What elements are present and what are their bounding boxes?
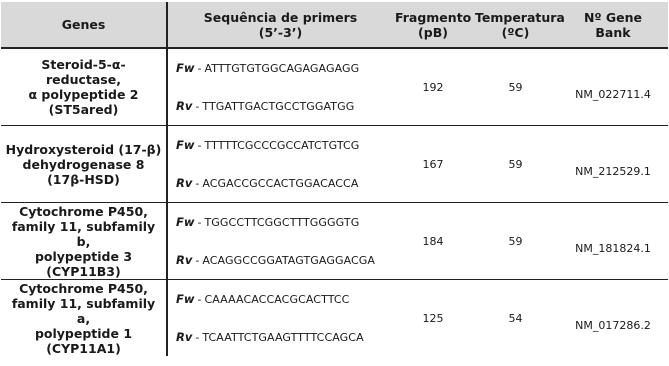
- reverse-primer: [176, 164, 393, 202]
- gene-name-line: (CYP11A1): [46, 340, 121, 356]
- forward-primer-sequence: CAAAACACCACGCACTTCC: [204, 292, 350, 306]
- reverse-primer: [176, 87, 393, 125]
- header-genebank: [558, 2, 668, 48]
- sequence-cell: [167, 48, 393, 126]
- forward-primer: [176, 49, 393, 87]
- gene-name-line: α polypeptide 2: [28, 87, 139, 102]
- fragment-value: 125: [422, 311, 444, 325]
- gene-name-line: (17β-HSD): [47, 171, 120, 187]
- reverse-primer-label: Rv: [176, 253, 193, 267]
- reverse-primer: [176, 241, 393, 279]
- gene-name-line: (ST5ared): [48, 102, 119, 117]
- genebank-cell: [558, 280, 668, 357]
- temperature-value: 59: [508, 234, 523, 248]
- fragment-cell: [393, 126, 473, 203]
- primer-separator: -: [195, 99, 200, 113]
- gene-name-line: dehydrogenase 8: [22, 156, 145, 172]
- forward-primer: [176, 203, 393, 241]
- temperature-cell: [473, 126, 558, 203]
- header-fragment-unit: (pB): [418, 24, 448, 40]
- header-sequence-sublabel: (5’-3’): [258, 24, 303, 40]
- table-row: [1, 48, 668, 126]
- genebank-accession: NM_212529.1: [575, 164, 651, 178]
- sequence-cell: [167, 280, 393, 357]
- forward-primer-label: Fw: [176, 215, 195, 229]
- fragment-value: 192: [422, 80, 444, 94]
- fragment-cell: [393, 48, 473, 126]
- genebank-accession: NM_181824.1: [575, 241, 651, 255]
- temperature-value: 59: [508, 80, 523, 94]
- header-fragment: [393, 2, 473, 48]
- gene-name-line: Hydroxysteroid (17-β): [5, 141, 162, 157]
- header-temperature-unit: (ºC): [501, 24, 530, 40]
- forward-primer-label: Fw: [176, 61, 195, 75]
- header-row: [1, 2, 668, 48]
- gene-cell: [1, 280, 167, 357]
- temperature-cell: [473, 48, 558, 126]
- primer-separator: -: [197, 61, 202, 75]
- gene-cell: [1, 48, 167, 126]
- temperature-cell: [473, 203, 558, 280]
- fragment-cell: [393, 203, 473, 280]
- primer-separator: -: [197, 215, 202, 229]
- genebank-cell: [558, 203, 668, 280]
- header-sequence-label: Sequência de primers: [203, 9, 358, 25]
- forward-primer: [176, 126, 393, 164]
- table-row: [1, 126, 668, 203]
- forward-primer-label: Fw: [176, 138, 195, 152]
- reverse-primer-label: Rv: [176, 176, 193, 190]
- reverse-primer-label: Rv: [176, 330, 193, 344]
- fragment-value: 184: [422, 234, 444, 248]
- temperature-cell: [473, 280, 558, 357]
- temperature-value: 54: [508, 311, 523, 325]
- header-genebank-label-2: Bank: [595, 24, 631, 40]
- gene-name-line: family 11, subfamily b,: [11, 218, 156, 249]
- reverse-primer-sequence: TCAATTCTGAAGTTTTCCAGCA: [202, 330, 364, 344]
- primer-separator: -: [195, 176, 200, 190]
- primer-separator: -: [195, 253, 200, 267]
- genebank-accession: NM_022711.4: [575, 87, 651, 101]
- gene-name-line: polypeptide 3: [34, 248, 133, 264]
- table-row: [1, 203, 668, 280]
- gene-name-line: Steroid-5-α-reductase,: [41, 57, 126, 87]
- gene-name-line: polypeptide 1: [34, 325, 133, 341]
- primer-separator: -: [197, 138, 202, 152]
- gene-name-line: Cytochrome P450,: [19, 203, 148, 219]
- gene-name-line: (CYP11B3): [46, 263, 121, 279]
- header-genes-label: Genes: [61, 17, 106, 32]
- fragment-value: 167: [422, 157, 444, 171]
- forward-primer: [176, 280, 393, 318]
- sequence-cell: [167, 203, 393, 280]
- table-row: [1, 280, 668, 357]
- sequence-cell: [167, 126, 393, 203]
- gene-cell: [1, 203, 167, 280]
- fragment-cell: [393, 280, 473, 357]
- temperature-value: 59: [508, 157, 523, 171]
- genebank-cell: [558, 48, 668, 126]
- gene-cell: [1, 126, 167, 203]
- gene-name-line: family 11, subfamily a,: [11, 295, 156, 326]
- header-genes: [1, 2, 167, 48]
- forward-primer-label: Fw: [176, 292, 195, 306]
- gene-name-line: Cytochrome P450,: [19, 280, 148, 296]
- primer-separator: -: [197, 292, 202, 306]
- table-body: [1, 48, 668, 356]
- header-genebank-label: Nº Gene: [584, 9, 642, 25]
- reverse-primer-sequence: TTGATTGACTGCCTGGATGG: [202, 99, 355, 113]
- reverse-primer-sequence: ACGACCGCCACTGGACACCA: [202, 176, 359, 190]
- header-temperature: [473, 2, 565, 48]
- primer-separator: -: [195, 330, 200, 344]
- reverse-primer: [176, 318, 393, 356]
- primer-table: [1, 2, 668, 356]
- header-fragment-label: Fragmento: [395, 9, 472, 25]
- forward-primer-sequence: TTTTTCGCCCGCCATCTGTCG: [204, 138, 360, 152]
- reverse-primer-label: Rv: [176, 99, 193, 113]
- forward-primer-sequence: TGGCCTTCGGCTTTGGGGTG: [204, 215, 360, 229]
- reverse-primer-sequence: ACAGGCCGGATAGTGAGGACGA: [202, 253, 376, 267]
- forward-primer-sequence: ATTTGTGTGGCAGAGAGAGG: [204, 61, 360, 75]
- header-temperature-label: Temperatura: [475, 9, 565, 25]
- header-sequence: [167, 2, 393, 48]
- genebank-cell: [558, 126, 668, 203]
- genebank-accession: NM_017286.2: [575, 318, 651, 332]
